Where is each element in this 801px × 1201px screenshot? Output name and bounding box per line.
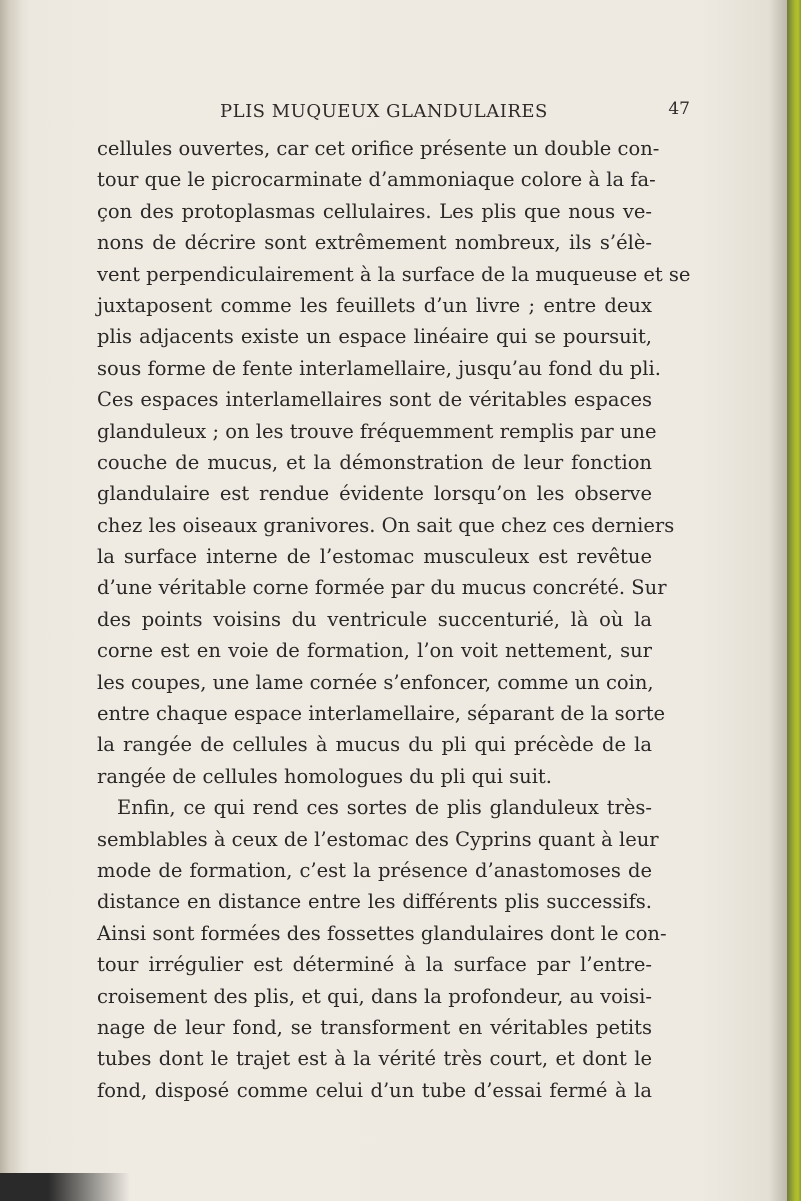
text-line: mode de formation, c’est la présence d’anastomoses de (97, 858, 652, 882)
text-line: la surface interne de l’estomac musculeux est revêtue (97, 545, 652, 569)
text-line: croisement des plis, et qui, dans la profondeur, au voisi- (97, 984, 652, 1008)
running-title: PLIS MUQUEUX GLANDULAIRES (220, 101, 548, 122)
gutter-shadow (769, 0, 787, 1201)
text-line: juxtaposent comme les feuillets d’un livre ; entre deux (97, 293, 652, 317)
page-number: 47 (668, 99, 690, 119)
text-line: des points voisins du ventricule succenturié, là où la (97, 607, 652, 631)
text-line: distance en distance entre les différents plis successifs. (97, 890, 652, 914)
text-line: Ainsi sont formées des fossettes glandulaires dont le con- (97, 921, 667, 945)
text-line: semblables à ceux de l’estomac des Cyprins quant à leur (97, 827, 659, 851)
text-line: rangée de cellules homologues du pli qui suit. (97, 764, 552, 788)
text-line: les coupes, une lame cornée s’enfoncer, comme un coin, (97, 670, 654, 694)
text-line: Ces espaces interlamellaires sont de véritables espaces (97, 388, 652, 412)
text-line: cellules ouvertes, car cet orifice présente un double con- (97, 137, 660, 160)
text-line: glanduleux ; on les trouve fréquemment remplis par une (97, 419, 657, 443)
scan-shadow (0, 1173, 130, 1201)
text-line: sous forme de fente interlamellaire, jusqu’au fond du pli. (97, 356, 661, 380)
text-line: couche de mucus, et la démonstration de leur fonction (97, 450, 652, 474)
text-line: çon des protoplasmas cellulaires. Les plis que nous ve- (97, 199, 652, 223)
book-spine (787, 0, 801, 1201)
text-line: tubes dont le trajet est à la vérité très court, et dont le (97, 1047, 652, 1071)
text-line: entre chaque espace interlamellaire, séparant de la sorte (97, 702, 666, 726)
text-line: corne est en voie de formation, l’on voit nettement, sur (97, 639, 652, 663)
text-line: d’une véritable corne formée par du mucus concrété. Sur (97, 576, 667, 600)
text-line: fond, disposé comme celui d’un tube d’essai fermé à la (97, 1078, 652, 1102)
text-line: tour irrégulier est déterminé à la surface par l’entre- (97, 953, 652, 977)
running-head (90, 101, 690, 131)
text-line: plis adjacents existe un espace linéaire qui se poursuit, (97, 325, 652, 349)
text-line: la rangée de cellules à mucus du pli qui précède de la (97, 733, 652, 757)
page-left-edge (0, 0, 22, 1201)
body-text (97, 133, 691, 1106)
text-line: nage de leur fond, se transforment en véritables petits (97, 1015, 652, 1039)
text-line: glandulaire est rendue évidente lorsqu’on les observe (97, 482, 652, 506)
text-line: tour que le picrocarminate d’ammoniaque colore à la fa- (97, 168, 656, 192)
text-line: Enfin, ce qui rend ces sortes de plis glanduleux très- (117, 796, 652, 820)
text-line: nons de décrire sont extrêmement nombreux, ils s’élè- (97, 231, 652, 255)
text-line: vent perpendiculairement à la surface de la muqueuse et se (97, 262, 691, 286)
text-line: chez les oiseaux granivores. On sait que chez ces derniers (97, 513, 675, 537)
